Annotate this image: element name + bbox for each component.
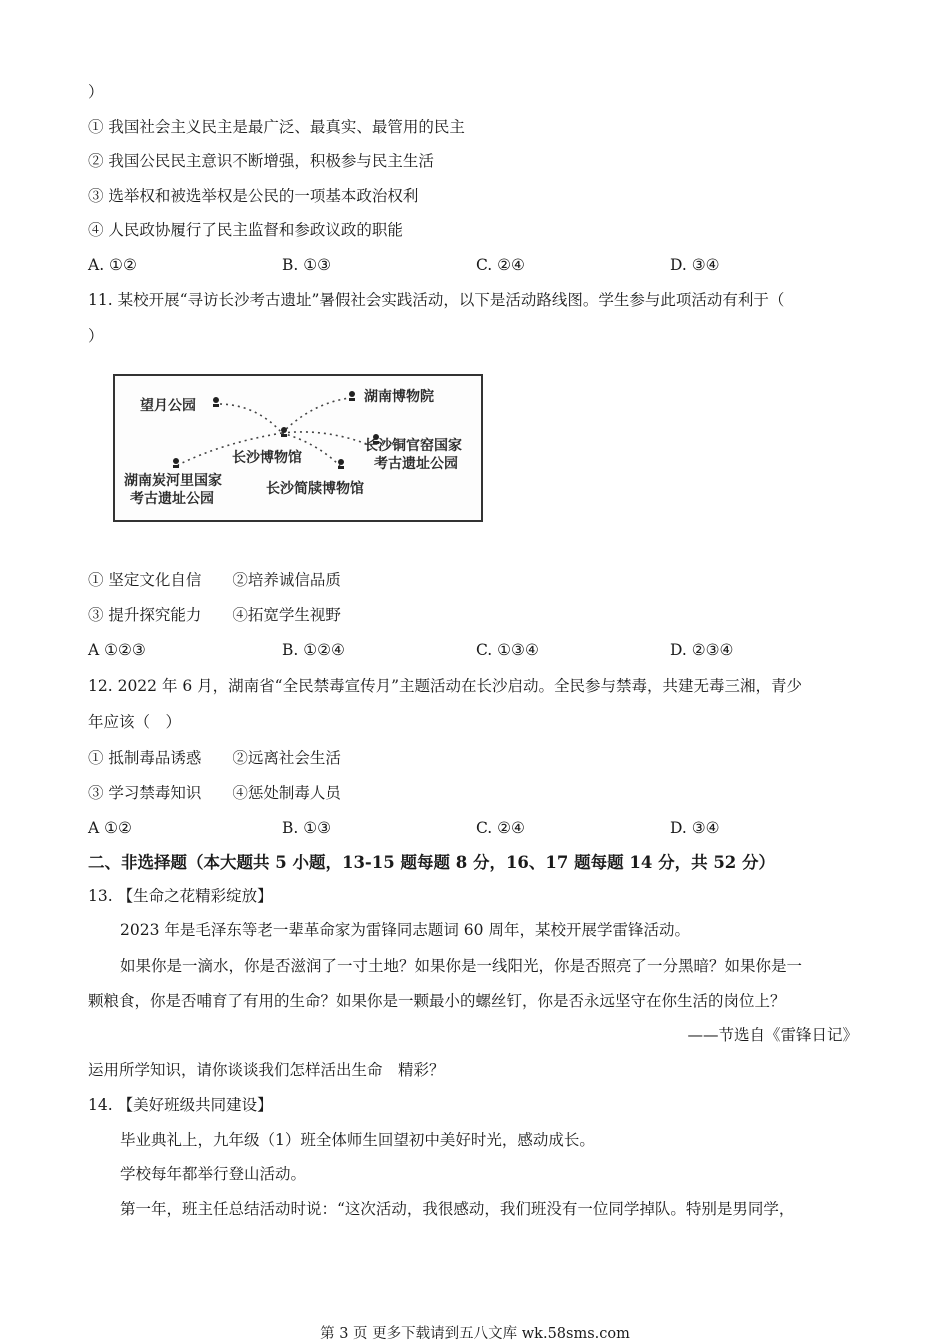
q11-option-d: D. ②③④ (670, 641, 734, 659)
q12-option-b: B. ①③ (282, 819, 332, 837)
map-label-tongguan-1: 长沙铜官窑国家 (364, 438, 462, 454)
q10-option-b: B. ①③ (282, 256, 332, 274)
q13-question: 运用所学知识，请你谈谈我们怎样活出生命 精彩？ (88, 1061, 445, 1079)
map-label-hunan-museum: 湖南博物院 (364, 389, 434, 405)
page-footer: 第 3 页 更多下载请到五八文库 wk.58sms.com (320, 1326, 630, 1342)
section-heading: 二、非选择题（本大题共 5 小题，13-15 题每题 8 分，16、17 题每题 14 分，共 52 分） (88, 853, 776, 872)
q10-item-4: ④ 人民政协履行了民主监督和参政议政的职能 (88, 221, 403, 239)
pin-icon (173, 458, 179, 468)
q10-option-d: D. ③④ (670, 256, 720, 274)
map-label-tanheli-2: 考古遗址公园 (130, 491, 214, 507)
q12-stem-2: 年应该（ ） (88, 713, 182, 731)
q12-option-a: A ①② (88, 819, 132, 837)
pin-icon (281, 427, 287, 437)
pin-icon (338, 459, 344, 469)
q10-item-3: ③ 选举权和被选举权是公民的一项基本政治权利 (88, 187, 419, 205)
q13-source: ——节选自《雷锋日记》 (687, 1026, 858, 1044)
q13-heading: 13. 【生命之花精彩绽放】 (88, 887, 273, 905)
pin-icon (349, 391, 355, 401)
map-label-changsha-museum: 长沙博物馆 (232, 450, 302, 466)
map-label-tanheli-1: 湖南炭河里国家 (124, 473, 222, 489)
q12-option-c: C. ②④ (476, 819, 525, 837)
q14-paragraph-2: 学校每年都举行登山活动。 (120, 1165, 307, 1183)
q10-option-a: A. ①② (88, 256, 137, 274)
q13-paragraph-2-line-1: 如果你是一滴水，你是否滋润了一寸土地？如果你是一线阳光，你是否照亮了一分黑暗？如果你是一 (120, 957, 803, 975)
q11-item-1: ① 坚定文化自信 ②培养诚信品质 (88, 571, 341, 589)
q13-paragraph-1: 2023 年是毛泽东等老一辈革命家为雷锋同志题词 60 周年，某校开展学雷锋活动。 (120, 921, 690, 939)
map-label-wangyue: 望月公园 (140, 398, 196, 414)
q12-stem-1: 12. 2022 年 6 月，湖南省“全民禁毒宣传月”主题活动在长沙启动。全民参与禁毒，共建无毒三湘，青少 (88, 677, 803, 695)
q12-option-d: D. ③④ (670, 819, 720, 837)
q11-paren: ） (88, 327, 104, 345)
q11-option-c: C. ①③④ (476, 641, 539, 659)
map-label-tongguan-2: 考古遗址公园 (374, 456, 458, 472)
map-label-jiandu: 长沙简牍博物馆 (266, 481, 364, 497)
pin-icon (213, 397, 219, 407)
q14-paragraph-3: 第一年，班主任总结活动时说：“这次活动，我很感动，我们班没有一位同学掉队。特别是男同学， (120, 1200, 795, 1218)
q13-paragraph-2-line-2: 颗粮食，你是否哺育了有用的生命？如果你是一颗最小的螺丝钉，你是否永远坚守在你生活的岗位上？ (88, 992, 786, 1010)
q10-option-c: C. ②④ (476, 256, 525, 274)
q10-item-2: ② 我国公民民主意识不断增强，积极参与民主生活 (88, 152, 434, 170)
q11-option-b: B. ①②④ (282, 641, 345, 659)
route-map (112, 373, 484, 523)
q11-option-a: A ①②③ (88, 641, 146, 659)
q10-paren: ） (88, 83, 104, 101)
q14-paragraph-1: 毕业典礼上，九年级（1）班全体师生回望初中美好时光，感动成长。 (120, 1131, 595, 1149)
q12-item-1: ① 抵制毒品诱惑 ②远离社会生活 (88, 749, 341, 767)
q11-item-2: ③ 提升探究能力 ④拓宽学生视野 (88, 606, 341, 624)
q11-stem: 11. 某校开展“寻访长沙考古遗址”暑假社会实践活动，以下是活动路线图。学生参与此项活动有利于（ (88, 291, 785, 309)
q14-heading: 14. 【美好班级共同建设】 (88, 1096, 273, 1114)
q10-item-1: ① 我国社会主义民主是最广泛、最真实、最管用的民主 (88, 118, 465, 136)
q12-item-2: ③ 学习禁毒知识 ④惩处制毒人员 (88, 784, 341, 802)
